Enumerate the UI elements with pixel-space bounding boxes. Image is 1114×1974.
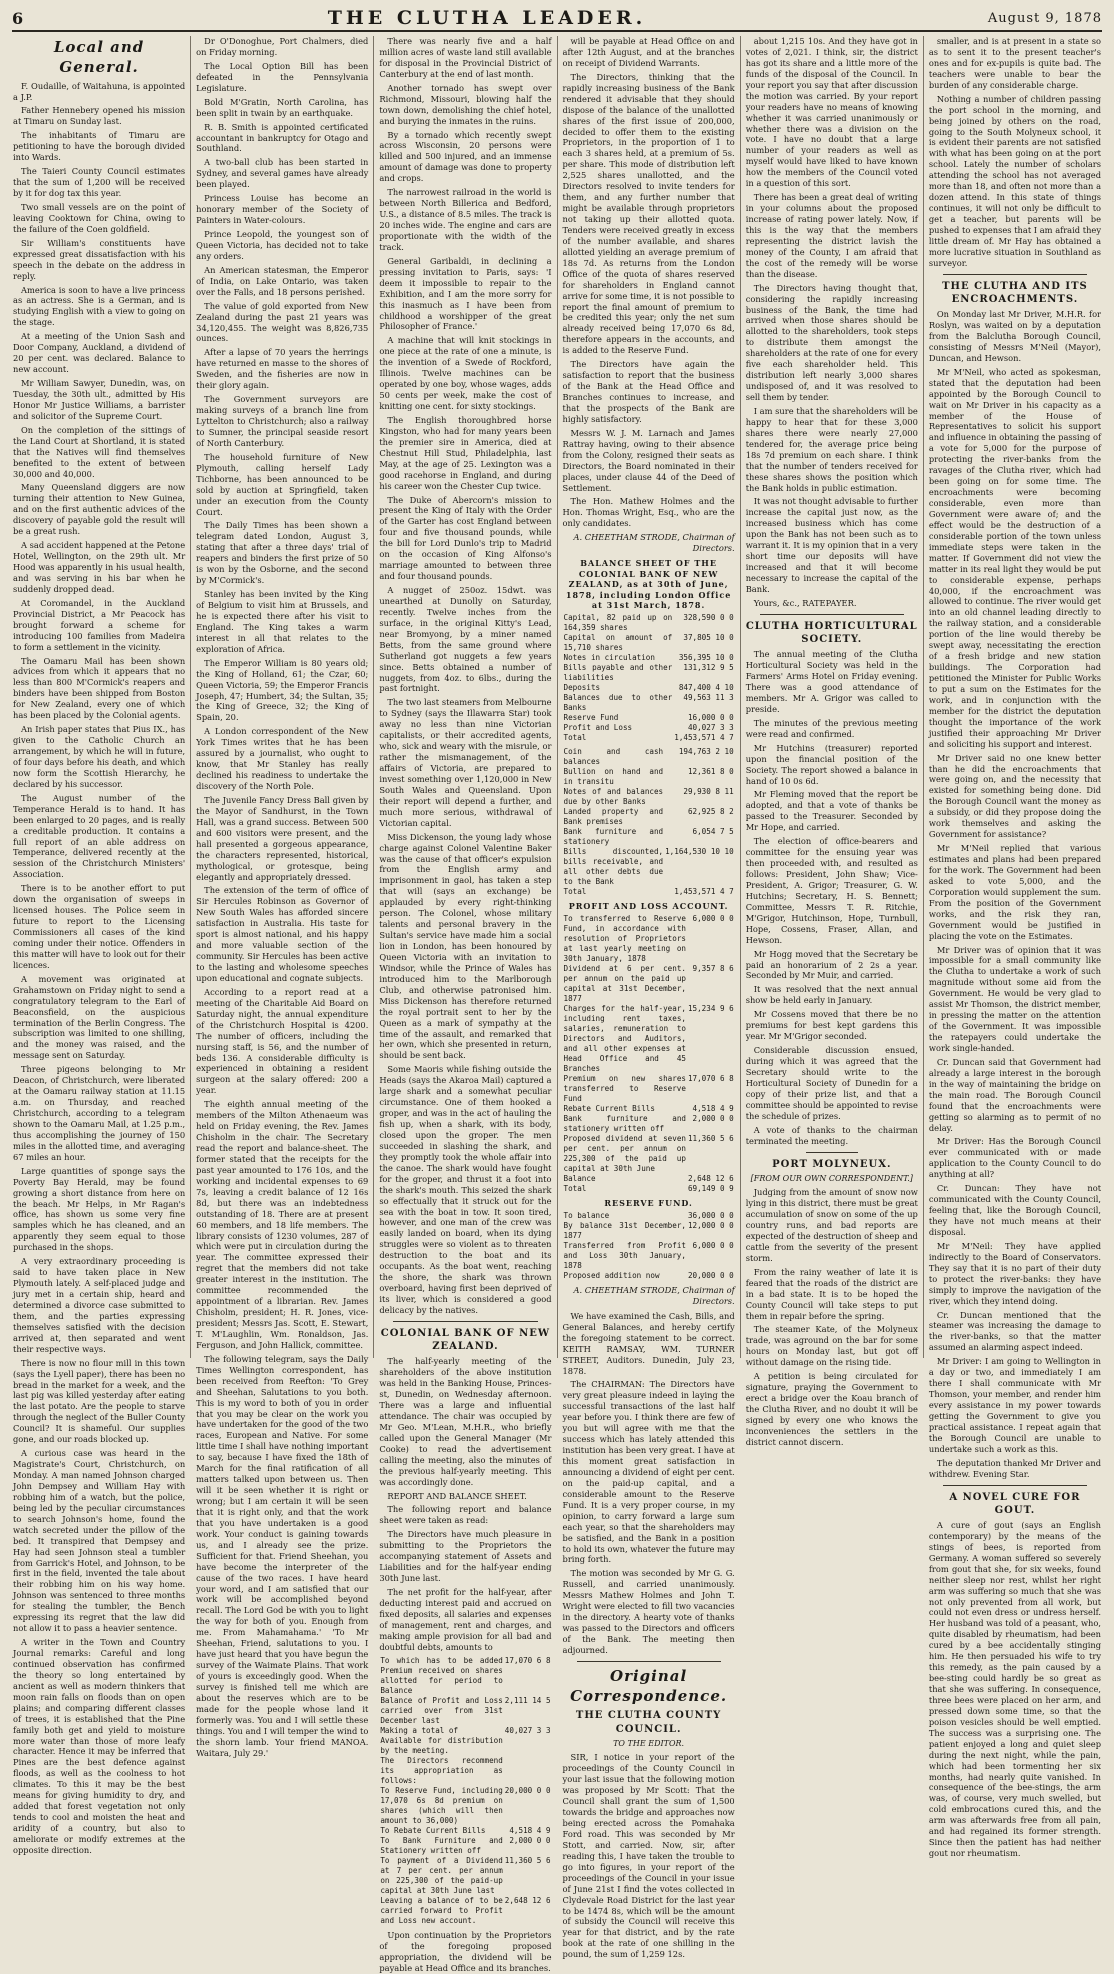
chairman-signature: A. CHEETHAM STRODE, Chairman of Directors. [573, 532, 735, 554]
article-paragraph: At a meeting of the Union Sash and Door Company, Auckland, a dividend of 20 per cent. was declared. Balance to new account. [13, 331, 186, 375]
row-label: Profit and Loss [563, 723, 633, 733]
article-paragraph: Mr Hogg moved that the Secretary be paid an honorarium of 2 2s a year. Seconded by Mr Muir, and carried. [745, 948, 918, 981]
row-value: 20,000 0 0 [504, 1785, 551, 1795]
article-paragraph: On Monday last Mr Driver, M.H.R. for Roslyn, was waited on by a deputation from the Balclutha Borough Council, consisting of Messrs M'Neil (Mayor), Duncan, and Hewson. [928, 309, 1102, 363]
row-label: Transferred from Profit and Loss 30th January, 1878 [563, 1240, 686, 1270]
row-value: 1,164,530 10 10 [665, 847, 734, 857]
article-paragraph: According to a report read at a meeting of the Charitable Aid Board on Saturday night, the annual expenditure of the Christchurch Hospital is 4200. The number of officers, including the nursing staff, is 56, and the number of beds 136. A considerable difficulty is experienced in obtaining a resident surgeon at the salary offered: 200 a year. [196, 986, 369, 1096]
row-value: 49,563 11 3 [683, 692, 734, 702]
row-value: 17,070 6 8 [504, 1655, 551, 1665]
profit-loss-table [563, 914, 735, 1194]
article-paragraph: A two-ball club has been started in Sydney, and several games have already been played. [196, 157, 369, 190]
row-value: 36,000 0 0 [687, 1210, 734, 1220]
table-row [563, 1174, 735, 1184]
table-row [563, 663, 735, 683]
row-value: 6,000 0 0 [692, 913, 734, 923]
row-value: 69,149 0 9 [687, 1184, 734, 1194]
article-paragraph: A movement was originated at Grahamstown on Friday night to send a congratulatory telegram to the Earl of Beaconsfield, on the auspicious termination of the Berlin Congress. The subscription was limited to one shilling, and the money was raised, and the message sent on Saturday. [13, 973, 186, 1061]
row-label: Balance [563, 1174, 596, 1184]
encroachments-heading: THE CLUTHA AND ITS ENCROACHMENTS. [942, 280, 1088, 305]
article-paragraph: Mr Fleming moved that the report be adopted, and that a vote of thanks be passed to the Treasurer. Seconded by Mr Hope, and carried. [745, 789, 918, 833]
article-paragraph: The Taieri County Council estimates that the sum of 1,200 will be received by it for dog tax this year. [13, 166, 186, 199]
row-label: Rebate Current Bills [563, 1104, 655, 1114]
article-paragraph: The annual meeting of the Clutha Horticultural Society was held in the Farmers' Arms Hotel on Friday evening. There was a good attendance of members. Mr A. Grigor was called to preside. [745, 649, 918, 714]
article-paragraph: A London correspondent of the New York Times writes that he has been assured by a journalist, who ought to know, that Mr Stanley has really declined his readiness to undertake the discovery of the North Pole. [196, 726, 369, 791]
article-paragraph: A cure of gout (says an English contemporary) by the means of the stings of bees, is reported from Germany. A woman suffered so severely from gout that she, for six weeks, found neither sleep nor rest, whilst her right arm was suffering so much that she was not only prevented from all work, but could not even dress or undress herself. Her husband was told of a peasant, who, quite disabled by rheumatism, had been cured by a bee accidentally stinging him. He then persuaded his wife to try this remedy, as the pain caused by a bee-sting could hardly be so great as that she was suffering. In consequence, three bees were placed on her arm, and pressed down some time, so that the poison vesicles should be well emptied. The success was a surprising one. The patient enjoyed a long and quiet sleep during the next night, while the pain, which had been tormenting her six months, had nearly quite vanished. In consequence of the bee-stings, the arm was, of course, very much swelled, but cold embrocations cured this, and the arm was afterwards free from all pain, and had regained its former strength. Since then the patient has had neither gout nor rheumatism. [928, 1519, 1102, 1859]
divider [806, 1152, 858, 1153]
article-paragraph: The steamer Kate, of the Molyneux trade, was aground on the bar for some hours on Monday last, but got off without damage on the rising tide. [745, 1324, 918, 1368]
row-label: Bank furniture and stationery written off [563, 1114, 686, 1134]
article-paragraph: A petition is being circulated for signature, praying the Government to erect a bridge over the Koau branch of the Clutha River, and no doubt it will be signed by every one who knows the inconveniences the settlers in the district cannot discern. [745, 1371, 918, 1447]
article-paragraph: The Government surveyors are making surveys of a branch line from Lyttelton to Christchurch; also a railway to Sumner, the principal seaside resort of North Canterbury. [196, 394, 369, 448]
row-value: 2,000 0 0 [692, 1114, 734, 1124]
letter-to: TO THE EDITOR. [613, 1738, 685, 1748]
row-label: Notes of and balances due by other Banks [563, 787, 664, 807]
row-value: 194,763 2 10 [678, 747, 734, 757]
article-paragraph: smaller, and is at present in a state so as to sent it to the present teacher's ones and for ex-pupils is quite bad. The teachers were unable to bear the burden of any considerable charge. [928, 36, 1102, 90]
row-value: 2,111 14 5 [504, 1695, 551, 1705]
article-paragraph: It was resolved that the next annual show be held early in January. [745, 984, 918, 1006]
row-label: Available for distribution by the meeting. [380, 1735, 503, 1755]
correspondent-note: [FROM OUR OWN CORRESPONDENT.] [750, 1173, 913, 1183]
article-paragraph: Mr M'Neil, who acted as spokesman, stated that the deputation had been appointed by the Borough Council to wait on Mr Driver in his capacity as a member of the House of Representatives to solicit his support and influence in obtaining the passing of a vote for 5,000 for the purpose of protecting the river-banks from the ravages of the Clutha river, which had been going on for some time. The encroachments were becoming considerable, even more than Government were aware of; and the effect would be the destruction of a considerable portion of the town unless immediate steps were taken in the matter. If Government did not view the matter in its real light they would be put to considerable expense, perhaps 40,000, if the encroachment was allowed to continue. The river would get into an old channel leading directly to the railway station, and a considerable portion of the line would thereby be swept away, necessitating the erection of a fresh bridge and new station buildings. The Corporation had petitioned the Minister for Public Works to put a sum on the Estimates for the work, and in conjunction with the member for the district the deputation thought the importance of the work justified their approaching Mr Driver and soliciting his support and interest. [928, 366, 1102, 749]
divider [760, 614, 904, 615]
table-row [563, 1134, 735, 1174]
article-paragraph: The Daily Times has been shown a telegram dated London, August 3, stating that after a three days' trial of reapers and binders the first prize of 50 is won by the Osborne, and the second by M'Cormick's. [196, 520, 369, 586]
columns [8, 36, 1106, 1973]
article-paragraph: Another tornado has swept over Richmond, Missouri, blowing half the town down, demolishing the chief hotel, and burying the inmates in the ruins. [379, 82, 552, 126]
liabilities-table [563, 613, 735, 743]
column-1 [8, 36, 191, 1855]
article-paragraph: The Juvenile Fancy Dress Ball given by the Mayor of Sandhurst, in the Town Hall, was a grand success. Between 500 and 600 visitors were present, and the hall presented a gorgeous appearance, the characters represented, historical, mythological, or grotesque, being elegantly and appropriately dressed. [196, 794, 369, 882]
article-paragraph: General Garibaldi, in declining a pressing invitation to Paris, says: 'I deem it impossible to repair to the Exhibition, and I am the more sorry for this inasmuch as I have been from childhood a worshipper of the great Philosopher of France.' [379, 255, 552, 332]
table-row [563, 1221, 735, 1241]
row-value: 11,360 5 6 [687, 1134, 734, 1144]
row-value: 15,234 9 6 [687, 1003, 734, 1013]
article-paragraph: Mr Driver: I am going to Wellington in a day or two, and immediately I am there I shall communicate with Mr Thomson, your member, and render him every assistance in my power towards getting the Government to give you practical assistance. I repeat again that the Borough Council are unable to undertake such a work as this. [928, 1356, 1102, 1454]
row-value: 20,000 0 0 [687, 1270, 734, 1280]
table-row [563, 964, 735, 1004]
row-label: Total [563, 1184, 587, 1194]
seconded-paragraph: The motion was seconded by Mr G. G. Russell, and carried unanimously. Messrs Mathew Holmes and John T. Wright were elected to fill two vacancies in the directory. A hearty vote of thanks was passed to the Directors and officers of the Bank. The meeting then adjourned. [562, 1568, 735, 1655]
table-row [563, 767, 735, 787]
chairman-speech: The CHAIRMAN: The Directors have very great pleasure indeed in laying the successful transactions of the last half year before you. I think there are few of you but will agree with me that the success which has lately attended this institution has been very great. I have at this moment great satisfaction in announcing a dividend of eight per cent. on the paid-up capital, and a considerable amount to the Reserve Fund. It is a very proper course, in my opinion, to carry forward a large sum each year, so that the shareholders may be satisfied, and the Bank in a position to hold its own, whatever the future may bring forth. [562, 1379, 735, 1565]
table-row [563, 613, 735, 633]
article-paragraph: A writer in the Town and Country Journal remarks: Careful and long continued observation has confirmed the theory so long entertained by ancient as well as modern thinkers that moon rain falls on floods than on open plains; and comparing different classes of trees, it is established that the Pine family both get and yield to moisture more water than those of more leafy character. Hence it may be inferred that Pines are the best defence against floods, as well as the coolness to hot climates. To this it may be the best means for giving humidity to dry, and added that forest vegetation not only tends to cool and moisten the heat and aridity of a country, but also to ameliorate or modify extremes at the opposite direction. [13, 1637, 186, 1855]
article-paragraph: America is soon to have a live princess as an actress. She is a German, and is studying English with a view to going on the stage. [13, 284, 186, 328]
bank-heading: COLONIAL BANK OF NEW ZEALAND. [380, 1327, 551, 1353]
table-row [379, 1896, 551, 1926]
row-value: 29,930 8 11 [683, 787, 734, 797]
row-label: Bank furniture and stationery [563, 827, 664, 847]
article-paragraph: A vote of thanks to the chairman terminated the meeting. [745, 1124, 918, 1146]
column-2 [191, 36, 374, 1758]
paper-title: THE CLUTHA LEADER. [327, 7, 647, 29]
row-label: Deposits [563, 682, 601, 692]
article-paragraph: After a lapse of 70 years the herrings have returned en masse to the shores of Sweden, and the fisheries are now in their glory again. [196, 347, 369, 391]
article-paragraph: The half-yearly meeting of the shareholders of the above institution was held in the Banking House, Princes-st, Dunedin, on Wednesday afternoon. There was a large and influential attendance. The chair was occupied by Mr Geo. M'Lean, M.H.R., who briefly called upon the General Manager (Mr Cooke) to read the advertisement calling the meeting, also the minutes of the previous half-yearly meeting. This was accordingly done. [379, 1356, 552, 1487]
row-value: 62,925 8 2 [687, 807, 734, 817]
row-label: Proposed dividend at seven per cent. per annum on 225,300 of the paid up capital at 30th June [563, 1134, 686, 1174]
row-label: Total [563, 887, 587, 897]
article-paragraph: The two last steamers from Melbourne to Sydney (says the Illawarra Star) took away no less than nine Victorian capitalists, or their accredited agents, who, sick and weary with the misrule, or rather the mismanagement, of the affairs of Victoria, are prepared to invest something over 1,120,000 in New South Wales and Queensland. Upon their report will depend a further, and much more serious, withdrawal of Victorian capital. [379, 697, 552, 828]
article-paragraph: A very extraordinary proceeding is said to have taken place in New Plymouth lately. A self-placed judge and jury met in a certain ship, heard and determined a divorce case submitted to them, and the parties expressing themselves satisfied with the decision arrived at, then separated and went their respective ways. [13, 1256, 186, 1354]
article-paragraph: A sad accident happened at the Petone Hotel, Wellington, on the 29th ult. Mr Hood was apparently in his usual health, and was serving in his bar when he suddenly dropped dead. [13, 540, 186, 594]
table-row [563, 733, 735, 743]
article-paragraph: Cr. Duncan mentioned that the steamer was increasing the damage to the river-banks, so that the matter assumed an alarming aspect indeed. [928, 1309, 1102, 1353]
table-row [563, 1074, 735, 1104]
correspondence-heading: Original Correspondence. [570, 1666, 728, 1705]
article-paragraph: The Directors having thought that, considering the rapidly increasing business of the Bank, the time had arrived when those shares should be allotted to the shareholders, took steps to distribute them amongst the shareholders at the rate of one for every five each shareholder held. This distribution left nearly 3,000 shares undisposed of, and it was resolved to sell them by tender. [745, 282, 918, 402]
row-value [504, 1756, 552, 1786]
row-label: To Rebate Current Bills [380, 1825, 486, 1835]
article-paragraph: Mr M'Neil: They have applied indirectly to the Board of Conservators. They say that it is no part of their duty to protect the river-banks: they have simply to improve the navigation of the river, which they intend doing. [928, 1240, 1102, 1306]
appropriation-table [379, 1656, 551, 1926]
row-label: Proposed addition now [563, 1270, 660, 1280]
article-paragraph: Princess Louise has become an honorary member of the Society of Painters in Water-colours. [196, 193, 369, 226]
article-paragraph: The Emperor William is 80 years old; the King of Holland, 61; the Czar, 60; Queen Victoria, 59; the Emperor Francis Joseph, 47; Humbert, 34; the Sultan, 35; the King of Greece, 32; the King of Spain, 20. [196, 657, 369, 723]
horticultural-heading: CLUTHA HORTICULTURAL SOCIETY. [745, 620, 918, 645]
row-value: 17,070 6 8 [687, 1074, 734, 1084]
article-paragraph: Bold M'Gratin, North Carolina, has been split in twain by an earthquake. [196, 96, 369, 118]
article-paragraph: There has been a great deal of writing in your columns about the proposed increase of rating power lately. Now, if this is the way that the members representing the district lavish the money of the County, I am afraid that the cost of the remedy will be worse than the disease. [745, 192, 918, 279]
article-paragraph: Judging from the amount of snow now lying in this district, there must be great accumulation of snow on some of the up country runs, and bad reports are expected of the destruction of sheep and cattle from the severity of the present storm. [745, 1187, 918, 1263]
reserve-fund-caption: RESERVE FUND. [604, 1198, 693, 1209]
article-paragraph: The Directors have again the satisfaction to report that the business of the Bank at the Head Office and Branches continues to increase, and that the prospects of the Bank are highly satisfactory. [562, 359, 735, 424]
article-paragraph: REPORT AND BALANCE SHEET. [387, 1490, 527, 1501]
row-label: The Directors recommend its appropriation as follows: [380, 1755, 503, 1785]
article-paragraph: The Oamaru Mail has been shown advices from which it appears that no less than 800 M'Cormick's reapers and binders have been shipped from Boston for New Zealand, every one of which has been placed by the Colonial agents. [13, 655, 186, 721]
table-row [563, 827, 735, 847]
row-value: 4,518 4 9 [692, 1104, 734, 1114]
article-paragraph: Nothing a number of children passing the port school in the morning, and being joined by others on the road, going to the South Molyneux school, it is evident their parents are not satisfied with what has been going on at the port school. Lately the number of scholars attending the school has not averaged more than 18, and often not more than a dozen attend. In this state of things continues, it will not only be difficult to get a teacher, but parents will be pushed to expenses that I am afraid they little dream of. Mr Hay has obtained a more lucrative situation in Southland as surveyor. [928, 93, 1102, 268]
row-value: 2,648 12 6 [504, 1896, 551, 1905]
article-paragraph: Some Maoris while fishing outside the Heads (says the Akaroa Mail) captured a large shark and a somewhat peculiar circumstance. One of them hooked a groper, and was in the act of hauling the fish up, when a shark, with its body, closed upon the groper. The men succeeded in slashing the shark, and they promptly took the whole affair into the canoe. The shark would have fought for the groper, and thrust it a foot into the shark's mouth. This seized the shark so effectually that it struck out for the sea with the boat in tow. It soon tired, however, and one man of the crew was easily landed on board, when its dying struggles were so violent as to threaten destruction to the boat and its occupants. As the boat went, reaching the shore, the shark was thrown overboard, having first been deprived of its liver, which is considered a good delicacy by the natives. [379, 1064, 552, 1315]
article-paragraph: The net profit for the half-year, after deducting interest paid and accrued on fixed deposits, all salaries and expenses of management, rent and charges, and making ample provision for all bad and doubtful debts, amounts to [379, 1587, 552, 1652]
column-4 [558, 36, 741, 1960]
table-row [379, 1696, 551, 1726]
article-paragraph: F. Oudaille, of Waitahuna, is appointed a J.P. [13, 80, 186, 102]
article-paragraph: Yours, &c., RATEPAYER. [753, 597, 857, 608]
balance-sheet-caption: BALANCE SHEET OF THE COLONIAL BANK OF NEW ZEALAND, as at 30th of June, 1878, including London Office at 31st March, 1878. [565, 558, 732, 611]
article-paragraph: The Directors, thinking that the rapidly increasing business of the Bank rendered it advisable that they should dispose of the balance of the unallotted shares of the first issue of 200,000, decided to offer them to the existing Proprietors, in the proportion of 1 to each 3 shares held, at a premium of 5s. per share. This mode of distribution left 2,525 shares unallotted, and the Directors resolved to invite tenders for them, and any further number that might be available through proprietors not taking up their allotted quota. Tenders were received greatly in excess of the number available, and shares allotted yielding an average premium of 18s 7d. As returns from the London Office of the quota of shares reserved for shareholders in England cannot arrive for some time, it is not possible to report the final amount of premium to be credited this year; only the net sum already received being 17,070 6s 8d, therefore appears in the accounts, and is added to the Reserve Fund. [562, 71, 735, 356]
row-label: To which has to be added Premium received on shares allotted for period to Balance [380, 1655, 503, 1695]
table-row [563, 887, 735, 897]
divider [943, 274, 1087, 275]
table-row [563, 747, 735, 767]
gout-heading: A NOVEL CURE FOR GOUT. [949, 1491, 1081, 1516]
article-paragraph: The narrowest railroad in the world is between North Billerica and Bedford, U.S., a distance of 8.5 miles. The track is 20 inches wide. The engine and cars are proportionate with the width of the track. [379, 187, 552, 252]
row-label: Dividend at 6 per cent. per annum on the paid up capital at 31st December, 1877 [563, 963, 686, 1003]
article-paragraph: Messrs W. J. M. Larnach and James Rattray having, owing to their absence from the Colony, resigned their seats as Directors, the Board nominated in their places, under clause 44 of the Deed of Settlement. [562, 427, 735, 493]
row-value: 1,453,571 4 7 [674, 733, 734, 743]
article-paragraph: By a tornado which recently swept across Wisconsin, 20 persons were killed and 500 injured, and an immense amount of damage was done to property and crops. [379, 129, 552, 184]
row-label: By balance 31st December, 1877 [563, 1220, 686, 1240]
article-paragraph: Many Queensland diggers are now turning their attention to New Guinea, and on the first authentic advices of the discovery of payable gold the result will be a great rush. [13, 482, 186, 537]
table-row [379, 1836, 551, 1856]
row-label: To transferred to Reserve Fund, in accordance with resolution of Proprietors at last yearly meeting on 30th January, 1878 [563, 913, 686, 963]
row-label: Making a total of [380, 1725, 459, 1735]
article-paragraph: The minutes of the previous meeting were read and confirmed. [745, 717, 918, 739]
article-paragraph: An American statesman, the Emperor of India, on Lake Ontario, was taken over the Falls, and 18 persons perished. [196, 264, 369, 297]
row-value: 131,312 9 5 [683, 662, 734, 672]
article-paragraph: Father Hennebery opened his mission at Timaru on Sunday last. [13, 105, 186, 127]
table-row [563, 633, 735, 653]
article-paragraph: The Directors have much pleasure in submitting to the Proprietors the accompanying statement of Assets and Liabilities and for the half-year ending 30th June last. [379, 1529, 552, 1584]
row-value: 40,027 3 3 [504, 1725, 551, 1735]
row-label: Notes in circulation [563, 652, 655, 662]
article-paragraph: The August number of the Temperance Herald is to hand. It has been enlarged to 20 pages, and is really a creditable production. It contains a full report of an able address on Temperance, delivered recently at the session of the Christchurch Ministers' Association. [13, 792, 186, 880]
article-paragraph: The Duke of Abercorn's mission to present the King of Italy with the Order of the Garter has cost England between four and five thousand pounds, while the bill for Lord Dunlo's trip to Madrid on the occasion of King Alfonso's marriage amounted to between three and four thousand pounds. [379, 494, 552, 582]
row-label: Landed property and Bank premises [563, 807, 664, 827]
article-paragraph: Prince Leopold, the youngest son of Queen Victoria, has decided not to take any orders. [196, 229, 369, 261]
divider [943, 1485, 1087, 1486]
row-label: Coin and cash balances [563, 747, 664, 767]
article-paragraph: Two small vessels are on the point of leaving Cooktown for China, owing to the failure of the Coen goldfield. [13, 201, 186, 234]
article-paragraph: It was not thought advisable to further increase the capital just now, as the increased business which has come upon the Bank has not been such as to warrant it. It is my opinion that in a very short time our deposits will have increased and that it will become necessary to increase the capital of the Bank. [745, 496, 918, 594]
table-row [379, 1826, 551, 1836]
row-label: To Bank Furniture and Stationery written off [380, 1835, 503, 1855]
article-paragraph: Dr O'Donoghue, Port Chalmers, died on Friday morning. [196, 36, 369, 57]
row-value: 9,357 8 6 [692, 963, 734, 973]
profit-loss-caption: PROFIT AND LOSS ACCOUNT. [568, 901, 729, 912]
article-paragraph: The Local Option Bill has been defeated in the Pennsylvania Legislature. [196, 60, 369, 93]
article-paragraph: A machine that will knit stockings in one piece at the rate of one a minute, is the invention of a Swede of Rockford, Illinois. Twelve machines can be operated by one boy, whose wages, adds 50 cents per week, make the cost of knitting one cent. for sixty stockings. [379, 335, 552, 411]
article-paragraph: Stanley has been invited by the King of Belgium to visit him at Brussels, and he is expected there after his visit to England. The King takes a warm interest in all that relates to the exploration of Africa. [196, 589, 369, 654]
row-value: 1,453,571 4 7 [674, 887, 734, 897]
strode-signature: A. CHEETHAM STRODE, Chairman of Directors. [573, 1284, 735, 1306]
table-row [379, 1736, 551, 1756]
table-row [563, 1271, 735, 1281]
table-row [563, 683, 735, 693]
letter-heading: THE CLUTHA COUNTY COUNCIL. [575, 1710, 722, 1735]
table-row [563, 914, 735, 964]
page-number: 6 [12, 8, 24, 28]
row-label: Total [563, 733, 587, 743]
table-row [379, 1856, 551, 1896]
closing-paragraph: Upon continuation by the Proprietors of the foregoing proposed appropriation, the dividend will be payable at Head Office and its branches. [379, 1930, 552, 1973]
row-value: 356,395 10 0 [678, 652, 734, 662]
table-row [563, 693, 735, 713]
table-row [379, 1786, 551, 1826]
column-3 [374, 36, 557, 1973]
article-paragraph: SIR, I notice in your report of the proceedings of the County Council in your last issue that the following motion was proposed by Mr Scott: That the Council shall grant the sum of 1,500 towards the bridge and approaches now being erected across the Pomahaka Ford road. This was seconded by Mr Stott, and carried. Now, sir, after reading this, I have taken the trouble to go into figures, in your report of the proceedings of the Council in your issue of June 21st I find the votes collected in Clydevale Road District for the last year to be 1474 8s, which will be the amount of subsidy the Council will receive this year for that district, and by the rate book at the rate of one shilling in the pound, the sum of 1,259 12s. [562, 1752, 735, 1960]
row-label: Balance of Profit and Loss carried over from 31st December last [380, 1695, 503, 1725]
table-row [563, 807, 735, 827]
article-paragraph: The Hon. Mathew Holmes and the Hon. Thomas Wright, Esq., who are the only candidates. [562, 496, 735, 529]
table-row [563, 847, 735, 887]
column-5 [741, 36, 924, 1447]
article-paragraph: Large quantities of sponge says the Poverty Bay Herald, may be found growing a short distance from here on the beach. Mr Helps, in Mr Ragan's office, has shown us some very fine samples which he has cleaned, and an apparently they seem equal to those purchased in the shops. [13, 1165, 186, 1253]
article-paragraph: The eighth annual meeting of the members of the Milton Athenaeum was held on Friday evening, the Rev. James Chisholm in the chair. The Secretary read the report and balance-sheet. The former stated that the receipts for the past year amounted to 176 10s, and the working and incidental expenses to 69 7s, leaving a credit balance of 12 16s 8d, but there was an indebtedness outstanding of 18. There are at present 60 members, and 18 life members. The library consists of 1230 volumes, 287 of which were put in circulation during the year. The committee expressed their regret that the members did not take greater interest in the institution. The committee recommended the appointment of a librarian. Rev. James Chisholm, president; H. R. Jones, vice-president; Messrs Jas. Scott, E. Stewart, T. M'Laughlin, Wm. Ronaldson, Jas. Ferguson, and John Hallick, committee. [196, 1099, 369, 1350]
port-molyneux-heading: PORT MOLYNEUX. [772, 1158, 892, 1170]
row-value: 847,400 4 10 [678, 682, 734, 692]
article-paragraph: Mr Driver said no one knew better than he did the encroachments that were going on, and the necessity that existed for something being done. Did the Borough Council want the money as a subsidy, or did they propose doing the work themselves and asking the Government for assistance? [928, 752, 1102, 840]
row-value: 4,518 4 9 [509, 1825, 551, 1835]
article-paragraph: I am sure that the shareholders will be happy to hear that for these 3,000 shares there were nearly 27,000 tendered for, the average price being 18s 7d premium on each share. I think that the number of tenders received for these shares shows the position which the Bank holds in public estimation. [745, 405, 918, 493]
table-row [563, 1104, 735, 1114]
row-label: Capital on amount of 15,710 shares [563, 632, 673, 652]
article-paragraph: Cr. Duncan said that Government had already a large interest in the borough in the way of maintaining the bridge on the main road. The Borough Council found that the encroachments were getting so alarming as to permit of no delay. [928, 1056, 1102, 1133]
article-paragraph: There was nearly five and a half million acres of waste land still available for disposal in the Provincial District of Canterbury at the end of last month. [379, 36, 552, 79]
column-6 [924, 36, 1106, 1859]
divider [577, 1661, 721, 1662]
article-paragraph: Mr Driver was of opinion that it was impossible for a small community like the Clutha to undertake a work of such magnitude without some aid from the Government. He would be very glad to assist Mr Thomson, the district member, in pressing the matter on the attention of the Government. It was impossible the ratepayers could undertake the work single-handed. [928, 944, 1102, 1053]
row-label: To payment of a Dividend at 7 per cent. per annum on 225,300 of the paid-up capital at 30th June last [380, 1855, 503, 1895]
article-paragraph: The following telegram, says the Daily Times Wellington correspondent, has been received from Reefton: 'To Grey and Sheehan, Salutations to you both. This is my word to both of you in order that you may be clear on the work you have undertaken for the good of the two races, European and Native. For some little time I shall have nothing important to say, because I have fixed the 18th of March for the final ratification of all matters talked upon between us. Then will it be seen whether it is right or wrong; but I am certain it will be seen that it is right only, and that the work that you have undertaken is a good work. Your conduct is gaining towards us, and I already see the prize. Sufficient for that. Friend Sheehan, you have become the interpreter of the cause of the two races. I have heard your word, and I am satisfied that our work will be accomplished beyond recall. The Lord God be with you to light the way for both of you. Enough from me. From Mahamahama.' 'To Mr Sheehan, Friend, salutations to you. I have just heard that you have begun the survey of the Waimate Plains. That work of yours is exceedingly good. When the survey is finished tell me which are about the reserves which are to be made for the people whose land it formerly was. You and I will settle these things. You and I will temper the wind to the shorn lamb. Your friend MANOA. Waitara, July 29.' [196, 1353, 369, 1758]
row-label: Capital, 82 paid up on 164,359 shares [563, 612, 673, 632]
article-paragraph: Miss Dickenson, the young lady whose charge against Colonel Valentine Baker was the cause of that officer's expulsion from the English army and imprisonment in gaol, has taken a step that will (says an exchange) be applauded by every right-thinking person. The Colonel, whose military talents and personal bravery in the Sultan's service have made him a social lion in London, has been honoured by Queen Victoria with an invitation to Windsor, while the Prince of Wales has introduced him to the Marlborough Club, and otherwise patronised him. Miss Dickenson has therefore returned the royal portrait sent to her by the Queen as a mark of sympathy at the time of the assault, and remarked that her own, which she presented in return, should be sent back. [379, 831, 552, 1061]
article-paragraph: There is now no flour mill in this town (says the Lyell paper), there has been no bread in the market for a week, and the last pig was killed yesterday after eating the last potato. Are the people to starve through the neglect of the Buller County Council? It is shameful. Our supplies gone, and our roads blocked up. [13, 1357, 186, 1445]
article-paragraph: R. B. Smith is appointed certificated accountant in bankruptcy for Otago and Southland. [196, 121, 369, 154]
article-paragraph: Mr William Sawyer, Dunedin, was, on Tuesday, the 30th ult., admitted by His Honor Mr Justice Williams, a barrister and solicitor of the Supreme Court. [13, 378, 186, 421]
row-label: To balance [563, 1210, 610, 1220]
article-paragraph: A nugget of 250oz. 15dwt. was unearthed at Dunolly on Saturday, recently. Twelve inches from the surface, in the original Kitty's Lead, near Bromyong, by a miner named Betts, from the same ground where Sutherland got nuggets a few years since. Betts obtained a number of nuggets, from 4oz. to 6lbs., during the past fortnight. [379, 585, 552, 694]
row-label: Bills payable and other liabilities [563, 662, 673, 682]
article-paragraph: The election of office-bearers and committee for the ensuing year was then proceeded with, and resulted as follows: President, John Shaw; Vice-President, A. Grigor; Treasurer, G. W. Hutchins; Secretary, H. S. Bennett; Committee, Messrs T. R. Ritchie, M'Grigor, Hutchinson, Hope, Turnbull, Hope, Cossens, Fraser, Allan, and Hewson. [745, 836, 918, 945]
row-value: 16,000 0 0 [687, 713, 734, 723]
table-row [563, 1184, 735, 1194]
table-row [563, 1004, 735, 1074]
assets-table [563, 747, 735, 897]
article-paragraph: Mr M'Neil replied that various estimates and plans had been prepared for the work. The Government had been asked to vote 5,000, and the Corporation would supplement the sum. From the position of the Government works, and the risk they ran, Government would be justified in placing the vote on the Estimates. [928, 843, 1102, 941]
row-value: 6,054 7 5 [692, 827, 734, 837]
auditor-paragraph: We have examined the Cash, Bills, and General Balances, and hereby certify the foregoing statement to be correct. KEITH RAMSAY, WM. TURNER STREET, Auditors. Dunedin, July 23, 1878. [562, 1310, 735, 1376]
article-paragraph: Mr Cossens moved that there be no premiums for best kept gardens this year. Mr M'Grigor seconded. [745, 1009, 918, 1042]
row-label: Charges for the half-year, including rent taxes, salaries, remuneration to Directors and Auditors, and all other expenses at Head Office and 45 Branches [563, 1003, 686, 1074]
divider [393, 1321, 537, 1322]
article-paragraph: will be payable at Head Office on and after 12th August, and at the branches on receipt of Dividend Warrants. [562, 36, 735, 68]
row-value: 328,590 0 0 [683, 612, 734, 622]
row-label: Leaving a balance of to be carried forward to Profit and Loss new account. [380, 1896, 503, 1926]
table-row [563, 653, 735, 663]
article-paragraph: At Coromandel, in the Auckland Provincial District, a Mr Peacock has brought forward a scheme for introducing 100 families from Madeira to form a settlement in the vicinity. [13, 597, 186, 652]
table-row [379, 1726, 551, 1736]
article-paragraph: Mr Hutchins (treasurer) reported upon the financial position of the Society. The report showed a balance in hand of 10 0s 6d. [745, 742, 918, 786]
table-row [563, 713, 735, 723]
row-value: 12,361 8 0 [687, 767, 734, 777]
row-value [504, 1736, 552, 1756]
row-label: To Reserve Fund, including 17,070 6s 8d premium on shares (which will then amount to 36,000) [380, 1785, 503, 1825]
article-paragraph: On the completion of the sittings of the Land Court at Shortland, it is stated that the Natives will find themselves benefited to the extent of between 30,000 and 40,000. [13, 424, 186, 479]
table-row [379, 1656, 551, 1696]
article-paragraph: There is to be another effort to put down the organisation of sweeps in licensed houses. The Police seem in future to report to the Licensing Commissioners all cases of the kind coming under their notice. Offenders in this matter will have to look out for their licences. [13, 883, 186, 970]
article-paragraph: Cr. Duncan: They have not communicated with the County Council, feeling that, like the Borough Council, they have not much means at their disposal. [928, 1183, 1102, 1237]
masthead [12, 6, 1102, 32]
row-label: Balances due to other Banks [563, 692, 673, 712]
article-paragraph: The following report and balance sheet were taken as read: [379, 1504, 552, 1526]
article-paragraph: The inhabitants of Timaru are petitioning to have the borough divided into Wards. [13, 130, 186, 163]
article-paragraph: Mr Driver: Has the Borough Council ever communicated with or made application to the County Council to do anything at all? [928, 1136, 1102, 1180]
table-row [563, 1114, 735, 1134]
row-value: 6,000 0 0 [692, 1240, 734, 1250]
row-value: 37,805 10 0 [683, 632, 734, 642]
table-row [379, 1756, 551, 1786]
article-paragraph: Three pigeons belonging to Mr Deacon, of Christchurch, were liberated at the Oamaru railway station at 11.15 a.m. on Thursday, and reached Christchurch, according to a telegram shown to the Oamaru Mail, at 1.25 p.m., thus accomplishing the journey of 150 miles in the allotted time, and averaging 67 miles an hour. [13, 1064, 186, 1162]
article-paragraph: A curious case was heard in the Magistrate's Court, Christchurch, on Monday. A man named Johnson charged John Dempsey and William Hay with robbing him of a watch, but the police, being led by the peculiar circumstances to search Johnson's home, found the watch secreted under the pillow of the bed. It transpired that Dempsey and Hay had seen Johnson steal a tumbler from Garrick's Hotel, and Johnson, to be first in the field, invented the tale about their robbing him on his way home. Johnson was sentenced to three months for stealing the tumbler, the Bench expressing its regret that the law did not allow it to pass a heavier sentence. [13, 1448, 186, 1634]
row-label: Reserve Fund [563, 713, 619, 723]
article-paragraph: Considerable discussion ensued, during which it was agreed that the Secretary should write to the Horticultural Society of Dunedin for a copy of their prize list, and that a committee should be appointed to revise the schedule of prizes. [745, 1045, 918, 1121]
row-value: 40,027 3 3 [687, 723, 734, 733]
row-label: Premium on new shares transferred to Reserve Fund [563, 1074, 686, 1104]
article-paragraph: The extension of the term of office of Sir Hercules Robinson as Governor of New South Wales has afforded sincere satisfaction in Australia. His taste for sport is almost national, and his happy and more valuable section of the community. Sir Hercules has been active to the lasting and wholesome speeches upon educational and cognate subjects. [196, 885, 369, 983]
article-paragraph: The household furniture of New Plymouth, calling herself Lady Tichborne, has been announced to be sold by auction at Springfield, taken under an execution from the County Court. [196, 451, 369, 517]
reserve-fund-table [563, 1211, 735, 1281]
table-row [563, 1211, 735, 1221]
table-row [563, 787, 735, 807]
issue-date: August 9, 1878 [987, 10, 1102, 26]
row-value: 2,000 0 0 [509, 1835, 551, 1845]
table-row [563, 1241, 735, 1271]
article-paragraph: The value of gold exported from New Zealand during the past 21 years was 34,120,455. The weight was 8,826,735 ounces. [196, 300, 369, 344]
local-general-heading: Local and General. [53, 38, 145, 76]
row-value: 11,360 5 6 [504, 1855, 551, 1865]
table-row [563, 723, 735, 733]
article-paragraph: The deputation thanked Mr Driver and withdrew. Evening Star. [928, 1457, 1102, 1479]
article-paragraph: From the rainy weather of late it is feared that the roads of the district are in a bad state. It is to be hoped the County Council will take steps to put them in repair before the spring. [745, 1266, 918, 1321]
article-paragraph: The English thoroughbred horse Kingston, who had for many years been the premier sire in America, died at Chestnut Hill Stud, Philadelphia, last May, at the age of 25. Lexington was a good racehorse in England, and during his career won the Chester Cup twice. [379, 414, 552, 491]
article-paragraph: An Irish paper states that Pius IX., has given to the Catholic Church an arrangement, by which he will in future, of four days before his death, and which now form the Scottish Hierarchy, he declared by his successor. [13, 724, 186, 789]
article-paragraph: Sir William's constituents have expressed great dissatisfaction with his speech in the debate on the address in reply. [13, 237, 186, 281]
row-value: 2,648 12 6 [687, 1174, 734, 1184]
row-label: Bullion on hand and in transitu [563, 767, 664, 787]
row-label: Bills discounted, bills receivable, and all other debts due to the Bank [563, 847, 664, 887]
row-value: 12,000 0 0 [687, 1220, 734, 1230]
article-paragraph: about 1,215 10s. And they have got in votes of 2,021. I think, sir, the district has got its share and a little more of the funds of the disposal of the Council. In your report you say that after discussion the motion was carried. By your report your readers have no means of knowing whether it was carried unanimously or whether there was a division on the vote. I have no doubt that a large number of your readers as well as myself would have liked to have known how the members of the Council voted in a question of this sort. [745, 36, 918, 189]
